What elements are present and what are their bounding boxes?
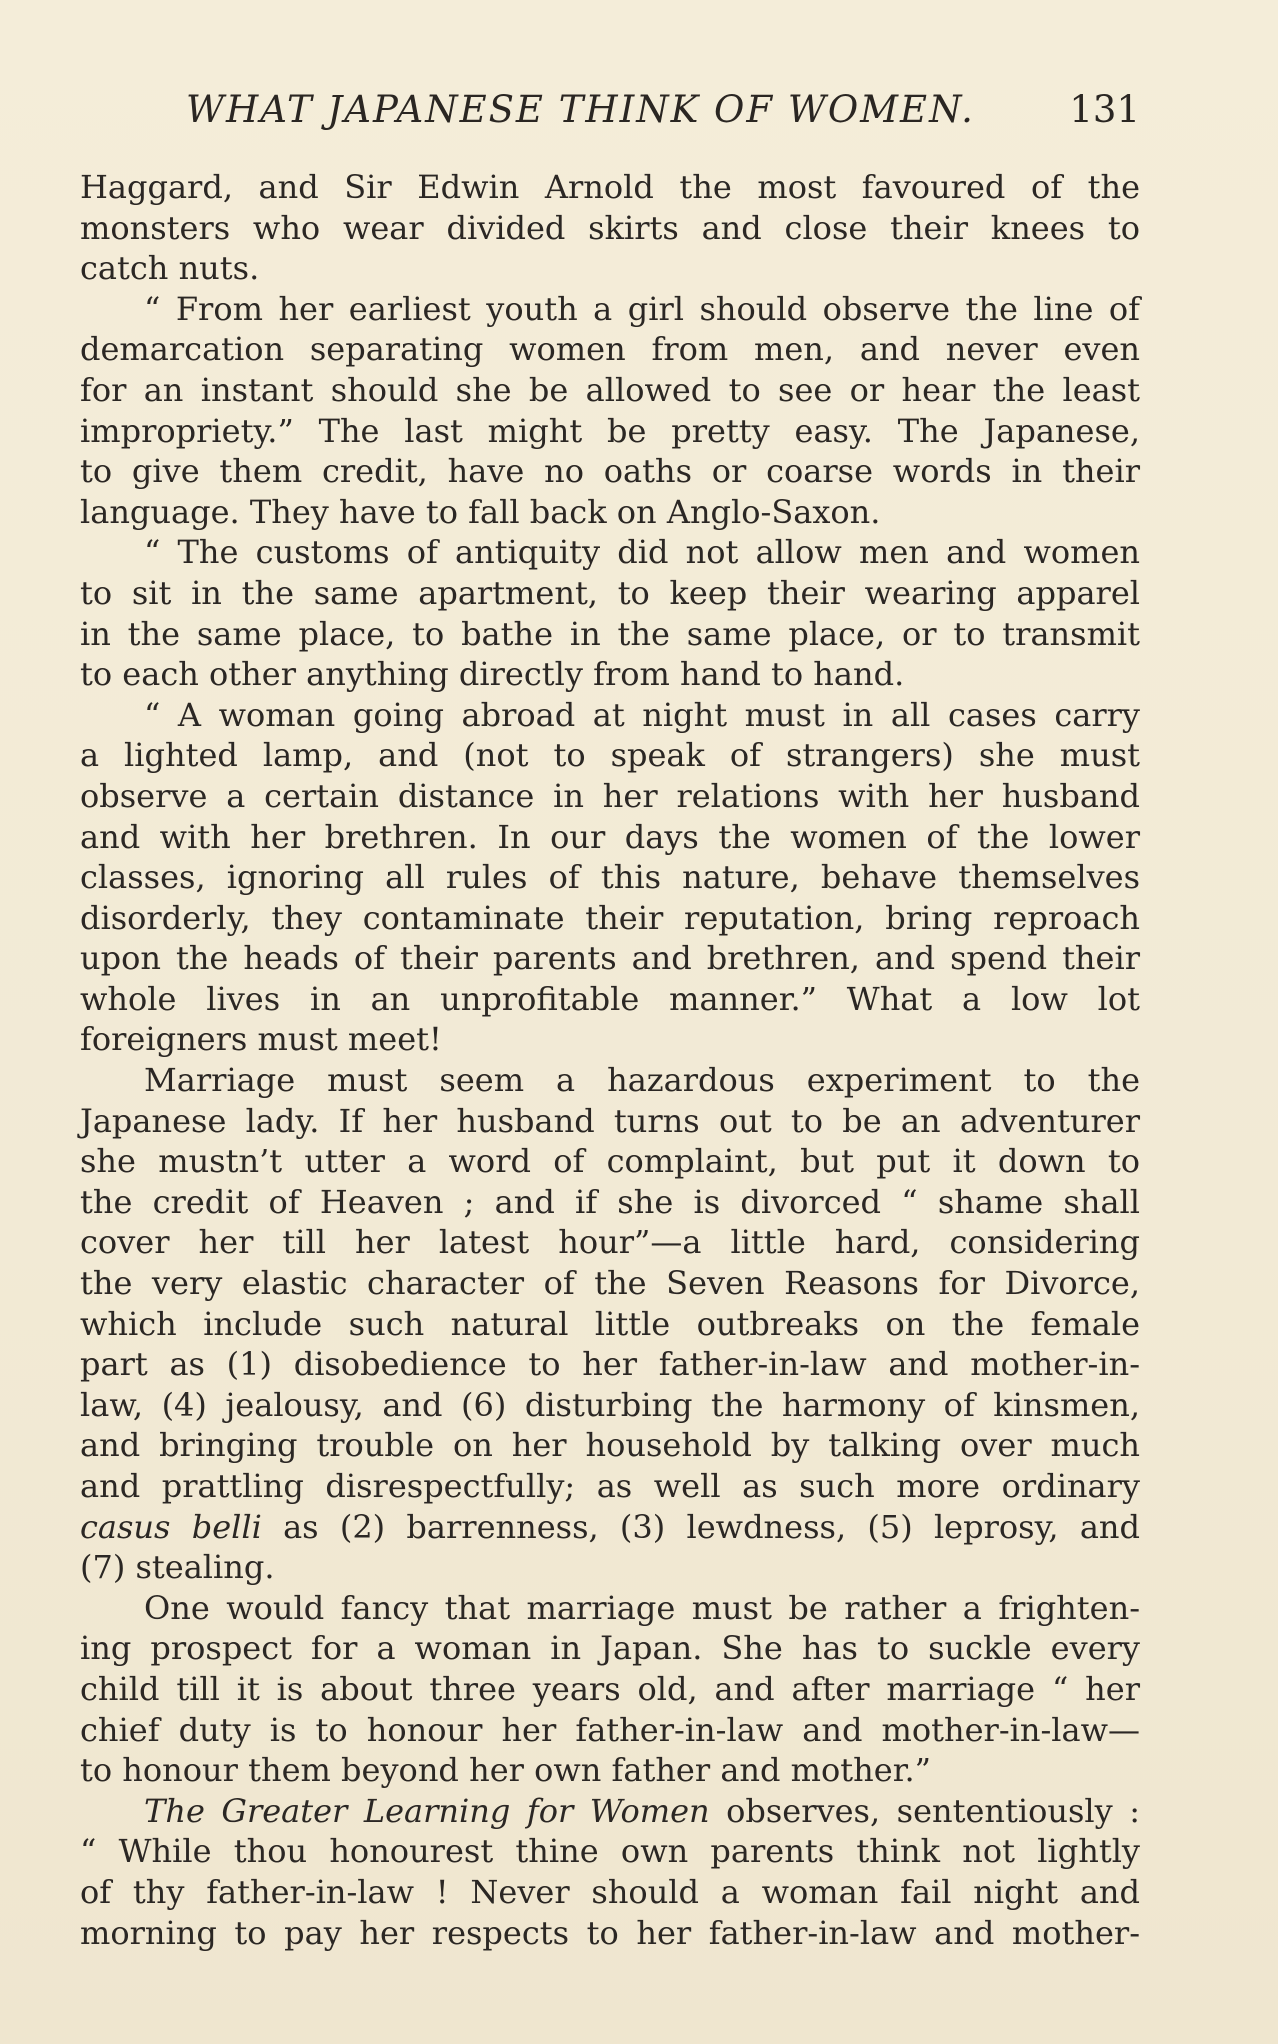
line-text: (7) stealing. <box>80 1548 275 1587</box>
line-text: observes, sententiously : <box>709 1791 1141 1830</box>
text-line <box>80 1507 1140 1548</box>
text-line <box>80 1182 1140 1223</box>
text-line <box>80 1304 1140 1345</box>
text-line <box>80 451 1140 492</box>
line-text: and with her brethren. In our days the women of the lower <box>80 817 1140 856</box>
text-line <box>80 1466 1140 1507</box>
line-text: language. They have to fall back on Anglo-Saxon. <box>80 492 881 531</box>
text-line <box>80 1263 1140 1304</box>
text-line <box>80 532 1140 573</box>
text-line <box>80 695 1140 736</box>
line-text: cover her till her latest hour”—a little hard, considering <box>80 1223 1140 1262</box>
line-text: monsters who wear divided skirts and close their knees to <box>80 208 1140 247</box>
text-line <box>80 1222 1140 1263</box>
line-text: to sit in the same apartment, to keep their wearing apparel <box>80 573 1140 612</box>
text-line <box>80 1588 1140 1629</box>
body-text <box>80 167 1140 1953</box>
text-line <box>80 1791 1140 1832</box>
page-number: 131 <box>1069 88 1140 131</box>
line-text: One would fancy that marriage must be rather a frighten- <box>144 1588 1140 1627</box>
line-text: child till it is about three years old, and after marriage “ her <box>80 1669 1140 1708</box>
line-text: morning to pay her respects to her father-in-law and mother- <box>80 1913 1140 1952</box>
line-text: “ A woman going abroad at night must in all cases carry <box>144 695 1140 734</box>
text-line <box>80 1141 1140 1182</box>
line-text: Japanese lady. If her husband turns out to be an adventurer <box>80 1101 1140 1140</box>
text-line <box>80 492 1140 533</box>
text-line <box>80 411 1140 452</box>
line-text: of thy father-in-law ! Never should a woman fail night and <box>80 1872 1140 1911</box>
text-line <box>80 817 1140 858</box>
text-line <box>80 898 1140 939</box>
line-text: a lighted lamp, and (not to speak of strangers) she must <box>80 736 1140 775</box>
text-line <box>80 1385 1140 1426</box>
line-text: and bringing trouble on her household by talking over much <box>80 1426 1140 1465</box>
text-line <box>80 1872 1140 1913</box>
running-title: WHAT JAPANESE THINK OF WOMEN. <box>186 88 975 131</box>
line-text: whole lives in an unprofitable manner.” What a low lot <box>80 979 1140 1018</box>
line-text: “ From her earliest youth a girl should observe the line of <box>144 289 1140 328</box>
line-text: Haggard, and Sir Edwin Arnold the most favoured of the <box>80 168 1140 206</box>
text-line <box>80 208 1140 249</box>
text-line <box>80 1913 1140 1954</box>
text-line <box>80 1547 1140 1588</box>
line-text: to each other anything directly from hand to hand. <box>80 655 905 694</box>
line-text: “ While thou honourest thine own parents think not lightly <box>80 1832 1140 1871</box>
text-line <box>80 248 1140 289</box>
line-text: the credit of Heaven ; and if she is divorced “ shame shall <box>80 1182 1140 1221</box>
line-text: ing prospect for a woman in Japan. She has to suckle every <box>80 1629 1140 1668</box>
line-text: demarcation separating women from men, and never even <box>80 330 1140 369</box>
line-text: foreigners must meet! <box>80 1020 442 1059</box>
line-text: “ The customs of antiquity did not allow men and women <box>144 533 1140 572</box>
line-text: and prattling disrespectfully; as well as such more ordinary <box>80 1467 1140 1505</box>
text-line <box>80 1019 1140 1060</box>
line-text: chief duty is to honour her father-in-law and mother-in-law— <box>80 1710 1140 1749</box>
text-line <box>80 370 1140 411</box>
text-line <box>80 289 1140 330</box>
line-text: to honour them beyond her own father and mother.” <box>80 1751 931 1790</box>
text-line <box>80 938 1140 979</box>
page-header <box>80 88 1140 144</box>
text-line <box>80 1669 1140 1710</box>
text-line <box>80 573 1140 614</box>
text-line <box>80 614 1140 655</box>
italic-phrase: The Greater Learning for Women <box>144 1791 710 1830</box>
text-line <box>80 776 1140 817</box>
text-line <box>80 1344 1140 1385</box>
line-text: for an instant should she be allowed to see or hear the least <box>80 370 1140 409</box>
text-line <box>80 1750 1140 1791</box>
line-text: Marriage must seem a hazardous experiment to the <box>144 1061 1140 1100</box>
line-text: classes, ignoring all rules of this nature, behave themselves <box>80 858 1140 897</box>
line-text: disorderly, they contaminate their reputation, bring reproach <box>80 898 1140 937</box>
text-line <box>80 857 1140 898</box>
text-line <box>80 979 1140 1020</box>
line-text: observe a certain distance in her relations with her husband <box>80 776 1140 815</box>
text-line <box>80 1060 1140 1101</box>
text-line <box>80 1628 1140 1669</box>
text-line <box>80 1831 1140 1872</box>
text-line <box>80 329 1140 370</box>
text-line <box>80 654 1140 695</box>
text-line <box>80 1710 1140 1751</box>
line-text: law, (4) jealousy, and (6) disturbing the harmony of kinsmen, <box>80 1385 1140 1424</box>
text-line <box>80 735 1140 776</box>
text-line <box>80 1425 1140 1466</box>
line-text: in the same place, to bathe in the same place, or to transmit <box>80 614 1140 653</box>
text-line <box>80 1101 1140 1142</box>
text-line <box>80 167 1140 208</box>
italic-phrase: casus belli <box>80 1507 262 1546</box>
line-text: upon the heads of their parents and brethren, and spend their <box>80 939 1140 978</box>
line-text: the very elastic character of the Seven Reasons for Divorce, <box>80 1264 1140 1303</box>
line-text: which include such natural little outbreaks on the female <box>80 1304 1140 1343</box>
line-text: to give them credit, have no oaths or coarse words in their <box>80 452 1140 491</box>
line-text: impropriety.” The last might be pretty easy. The Japanese, <box>80 411 1140 450</box>
line-text: as (2) barrenness, (3) lewdness, (5) leprosy, and <box>261 1507 1140 1546</box>
line-text: part as (1) disobedience to her father-in-law and mother-in- <box>80 1345 1140 1384</box>
line-text: catch nuts. <box>80 249 260 288</box>
line-text: she mustn’t utter a word of complaint, but put it down to <box>80 1142 1140 1181</box>
